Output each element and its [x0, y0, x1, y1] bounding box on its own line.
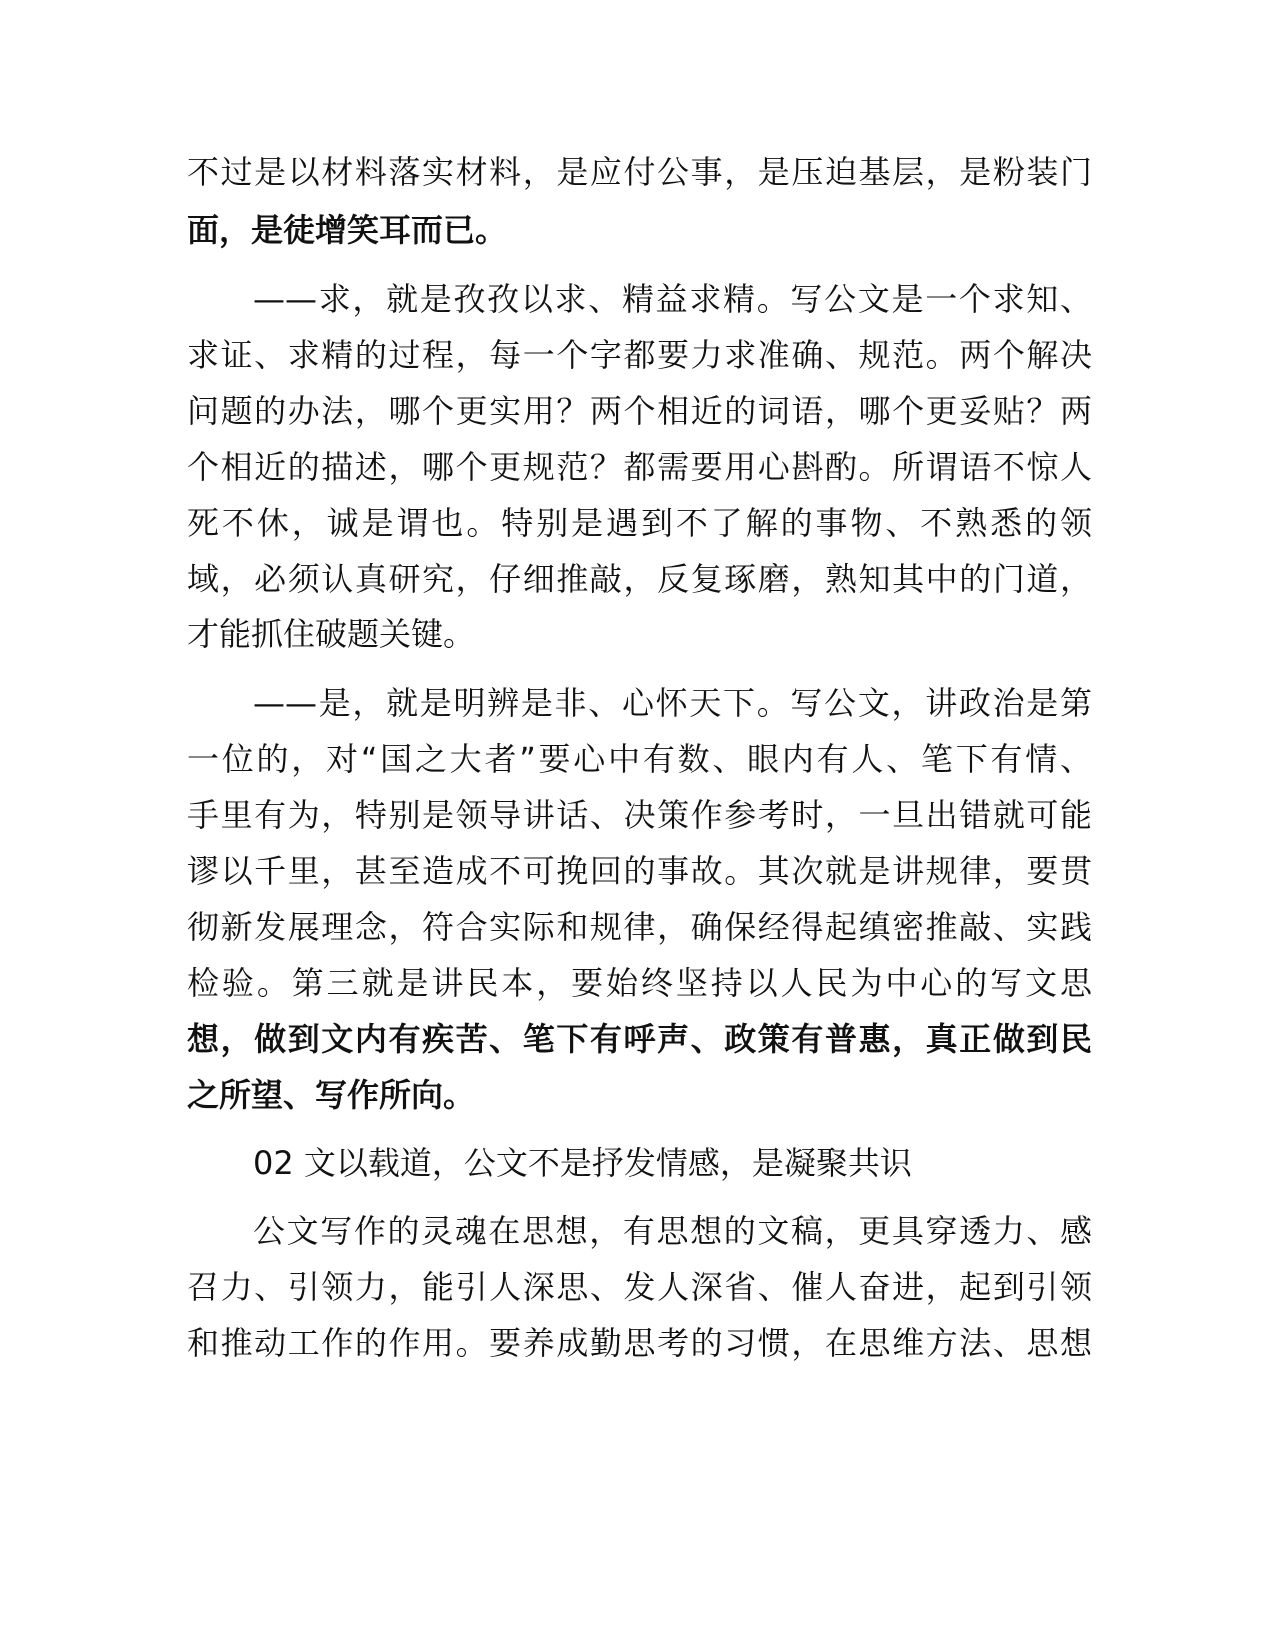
- text-line: 检验。第三就是讲民本，要始终坚持以人民为中心的写文思: [187, 964, 1092, 1002]
- text-line: 不过是以材料落实材料，是应付公事，是压迫基层，是粉装门: [187, 153, 1092, 191]
- paragraph-first-line: ——求，就是孜孜以求、精益求精。写公文是一个求知、: [253, 280, 1092, 318]
- text-line: 域，必须认真研究，仔细推敲，反复琢磨，熟知其中的门道，: [187, 560, 1092, 598]
- text-line: 面，是徒增笑耳而已。: [187, 211, 508, 249]
- text-line: 死不休，诚是谓也。特别是遇到不了解的事物、不熟悉的领: [187, 504, 1092, 542]
- text-line: 求证、求精的过程，每一个字都要力求准确、规范。两个解决: [187, 336, 1092, 374]
- text-line: 召力、引领力，能引人深思、发人深省、催人奋进，起到引领: [187, 1268, 1092, 1306]
- text-line: 想，做到文内有疾苦、笔下有呼声、政策有普惠，真正做到民: [187, 1020, 1092, 1058]
- text-line: 手里有为，特别是领导讲话、决策作参考时，一旦出错就可能: [187, 796, 1092, 834]
- text-line: 问题的办法，哪个更实用？两个相近的词语，哪个更妥贴？两: [187, 392, 1092, 430]
- section-heading: 02 文以载道，公文不是抒发情感，是凝聚共识: [253, 1144, 912, 1182]
- text-line: 和推动工作的作用。要养成勤思考的习惯，在思维方法、思想: [187, 1324, 1092, 1362]
- text-line: 之所望、写作所向。: [187, 1076, 476, 1114]
- paragraph-first-line: ——是，就是明辨是非、心怀天下。写公文，讲政治是第: [253, 684, 1092, 722]
- text-line: 彻新发展理念，符合实际和规律，确保经得起缜密推敲、实践: [187, 908, 1092, 946]
- text-line: 谬以千里，甚至造成不可挽回的事故。其次就是讲规律，要贯: [187, 852, 1092, 890]
- text-line: 才能抓住破题关键。: [187, 615, 476, 653]
- paragraph-first-line: 公文写作的灵魂在思想，有思想的文稿，更具穿透力、感: [253, 1212, 1092, 1250]
- text-line: 个相近的描述，哪个更规范？都需要用心斟酌。所谓语不惊人: [187, 448, 1092, 486]
- text-line: 一位的，对“国之大者”要心中有数、眼内有人、笔下有情、: [187, 740, 1092, 778]
